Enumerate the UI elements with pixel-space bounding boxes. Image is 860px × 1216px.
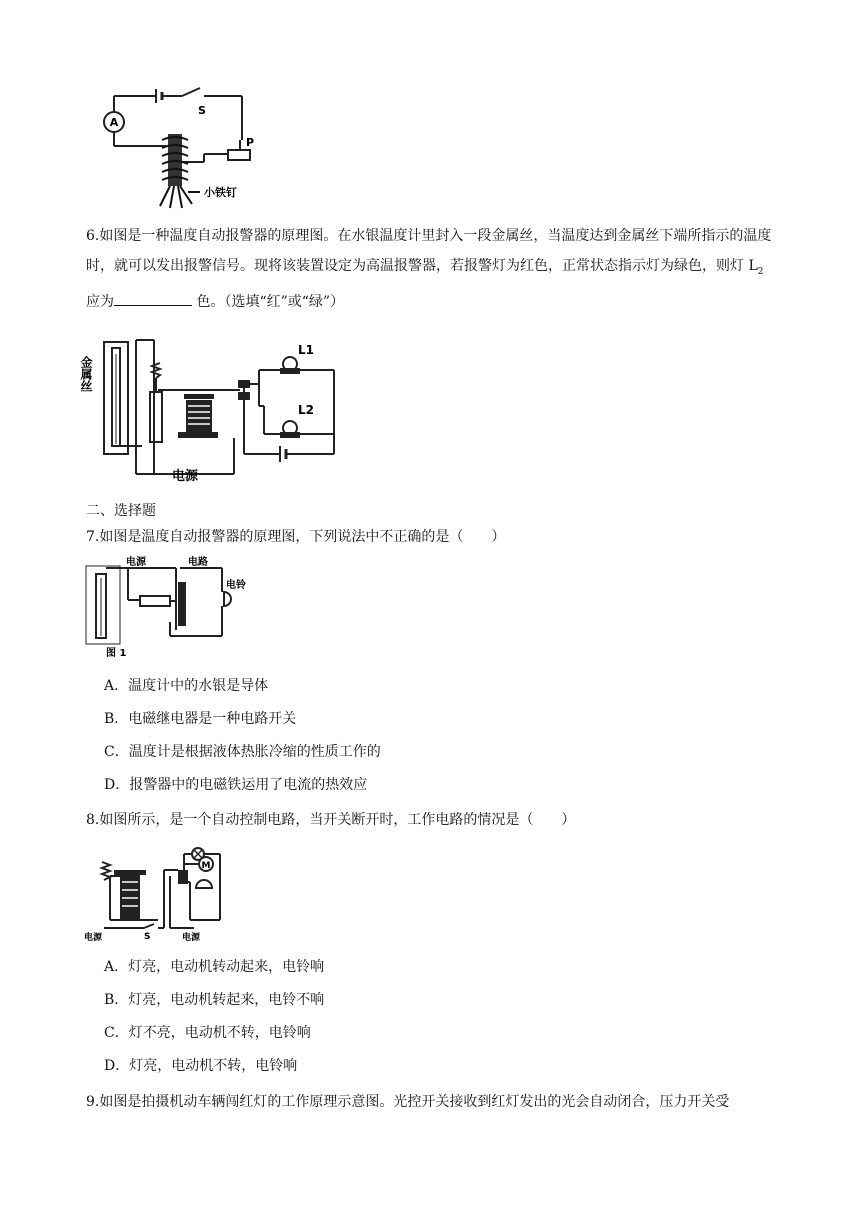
q7-option-c[interactable]: C．温度计是根据液体热胀冷缩的性质工作的	[104, 744, 381, 760]
lamp-1-label: L1	[298, 343, 314, 357]
q8-option-b[interactable]: B．灯亮，电动机转起来，电铃不响	[104, 992, 325, 1008]
section-heading-choice: 二、选择题	[86, 503, 156, 519]
power-label-left: 电源	[84, 933, 103, 943]
figure-alarm-relay	[84, 556, 254, 660]
bell-label: 电铃	[226, 580, 246, 591]
power-label: 电源	[172, 469, 199, 484]
q8-option-c[interactable]: C．灯不亮，电动机不转，电铃响	[104, 1025, 311, 1041]
q6-answer-blank[interactable]	[114, 291, 192, 306]
q8-option-a[interactable]: A．灯亮，电动机转动起来，电铃响	[104, 959, 325, 975]
q7-option-a[interactable]: A．温度计中的水银是导体	[104, 678, 269, 694]
switch-label: S	[198, 104, 206, 117]
q7-option-d[interactable]: D．报警器中的电磁铁运用了电流的热效应	[104, 777, 368, 793]
figure-caption: 图 1	[106, 648, 127, 659]
power-label-1: 电源	[126, 557, 146, 568]
question-9-text: 9.如图是拍摄机动车辆闯红灯的工作原理示意图。光控开关接收到红灯发出的光会自动闭合，压力开关受	[86, 1094, 730, 1110]
q8-option-d[interactable]: D．灯亮，电动机不转，电铃响	[104, 1058, 298, 1074]
q6-subscript: 2	[757, 266, 764, 277]
q6-text-mid: 应为	[86, 293, 114, 310]
q6-text-before: 6.如图是一种温度自动报警器的原理图。在水银温度计里封入一段金属丝，当温度达到金属丝下端所指示的温度时，就可以发出报警信号。现将该装置设定为高温报警器，若报警灯为红色，正常状态指示灯为绿色，则灯 L	[86, 228, 772, 274]
metal-wire-label: 金属丝	[79, 356, 93, 392]
ammeter-label: A	[109, 116, 119, 129]
q7-option-b[interactable]: B．电磁继电器是一种电路开关	[104, 711, 297, 727]
nail-label: 小铁钉	[204, 186, 237, 199]
switch-s-label: S	[144, 932, 151, 942]
lamp-2-label: L2	[298, 403, 314, 417]
power-label-2: 电路	[188, 557, 208, 568]
question-6-text	[86, 221, 776, 317]
q6-text-after: 色。（选填“红”或“绿”）	[192, 293, 345, 310]
figure-electromagnet-circuit	[100, 88, 270, 210]
power-label-right: 电源	[182, 933, 201, 943]
question-7-text: 7.如图是温度自动报警器的原理图，下列说法中不正确的是（ ）	[86, 529, 506, 545]
question-8-text: 8.如图所示，是一个自动控制电路，当开关断开时，工作电路的情况是（ ）	[86, 812, 576, 828]
figure-temperature-alarm	[79, 334, 340, 486]
motor-label: M	[201, 861, 211, 871]
figure-auto-control-circuit	[84, 840, 234, 944]
slider-label: P	[246, 136, 255, 149]
